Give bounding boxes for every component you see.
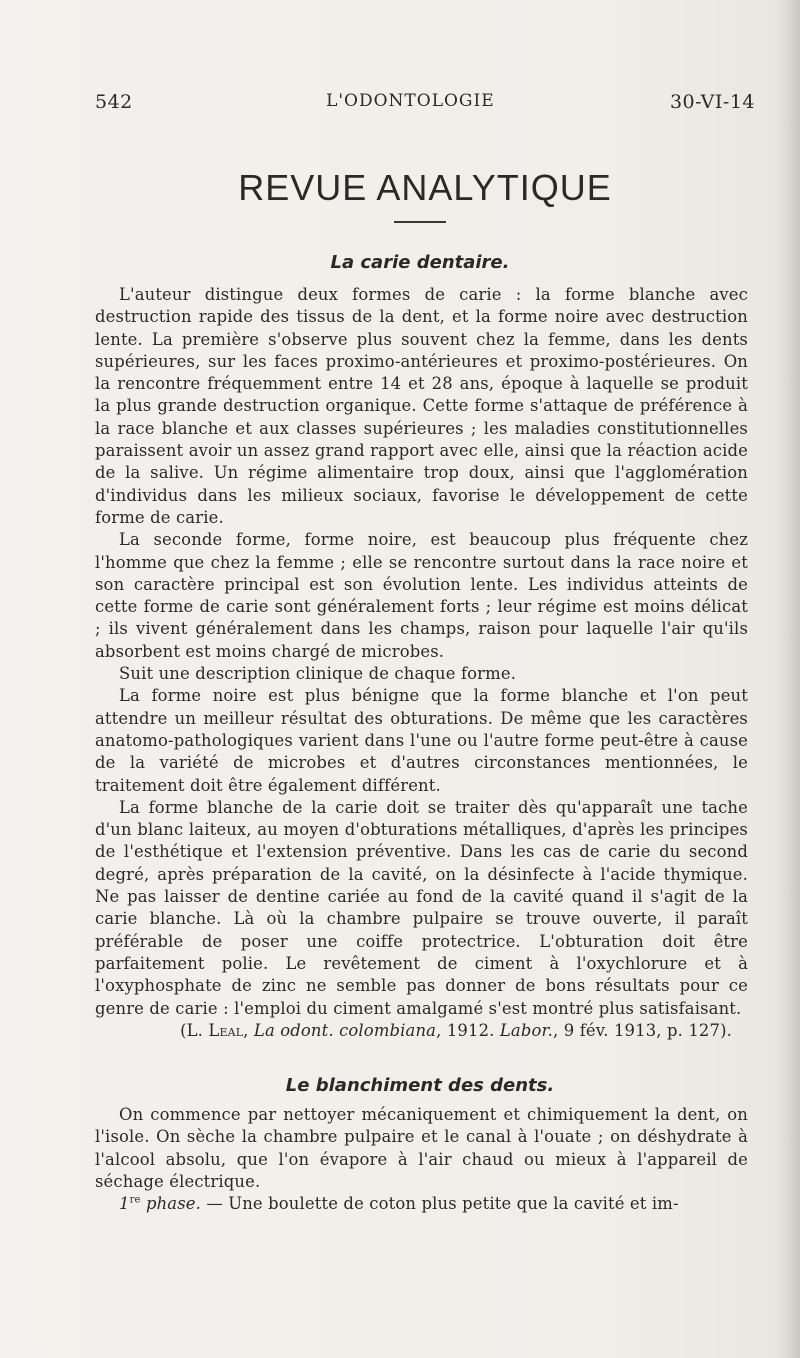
paragraph: L'auteur distingue deux formes de carie : la forme blanche avec destruction rapide des tissus de la dent, et la forme noire avec destruction lente. La première s'observe plus souvent chez la femme, dans les dents supérieures, sur les faces proximo-antérieures et proximo-postérieures. On la rencontre fréquemment entre 14 et 28 ans, époque à laquelle se produit la plus grande destruction organique. Cette forme s'attaque de préférence à la race blanche et aux classes supérieures ; les maladies constitutionnelles paraissent avoir un assez grand rapport avec elle, ainsi que la réaction acide de la salive. Un régime alimentaire trop doux, ainsi que l'agglomération d'individus dans les milieux sociaux, favorise le développement de cette forme de carie.	[95, 285, 748, 527]
journal-title: L'ODONTOLOGIE	[326, 91, 495, 111]
citation-middle: , 1912.	[436, 1020, 500, 1040]
paragraph: La forme blanche de la carie doit se traiter dès qu'apparaît une tache d'un blanc laiteux, au moyen d'obturations métalliques, d'après les principes de l'esthétique et l'extension préventive. Dans les cas de carie du second degré, après préparation de la cavité, on la désinfecte à l'acide thymique. Ne pas laisser de dentine cariée au fond de la cavité quand il s'agit de la carie blanche. Là où la chambre pulpaire se trouve ouverte, il paraît préférable de poser une coiffe protectrice. L'obturation doit être parfaitement polie. Le revêtement de ciment à l'oxychlorure et à l'oxyphosphate de zinc ne semble pas donner de bons résultats pour ce genre de carie : l'emploi du ciment amalgamé s'est montré plus satisfaisant.	[95, 797, 748, 1018]
paragraph: On commence par nettoyer mécaniquement et chimiquement la dent, on l'isole. On sèche la chambre pulpaire et le canal à l'ouate ; on déshydrate à l'alcool absolu, que l'on évapore à l'air chaud ou mieux à l'appareil de séchage électrique.	[95, 1105, 748, 1191]
bibliographic-citation	[95, 1020, 748, 1042]
paragraph: La forme noire est plus bénigne que la forme blanche et l'on peut attendre un meilleur résultat des obturations. De même que les caractères anatomo-pathologiques varient dans l'une ou l'autre forme peut-être à cause de la variété de microbes et d'autres circonstances mentionnées, le traitement doit être également différent.	[95, 686, 748, 795]
section-title: REVUE ANALYTIQUE	[238, 167, 612, 208]
article-body-carie	[95, 284, 748, 1042]
running-header	[95, 91, 755, 121]
issue-date: 30-VI-14	[669, 91, 755, 113]
article-heading-blanchiment: Le blanchiment des dents.	[285, 1075, 555, 1096]
phase-ordinal-suffix: re	[129, 1194, 141, 1206]
article-heading-carie: La carie dentaire.	[330, 252, 510, 273]
citation-end: , 9 fév. 1913, p. 127).	[553, 1020, 732, 1040]
page-number: 542	[95, 91, 133, 113]
citation-journal-source: La odont. colombiana	[253, 1020, 437, 1040]
citation-author: Leal	[208, 1020, 244, 1040]
phase-number: 1	[119, 1194, 130, 1214]
phase-label: phase.	[140, 1194, 201, 1214]
citation-separator: ,	[243, 1020, 254, 1040]
phase-text: — Une boulette de coton plus petite que la cavité et im-	[201, 1194, 679, 1214]
paragraph: Suit une description clinique de chaque forme.	[119, 664, 517, 684]
citation-journal-secondary: Labor.	[499, 1020, 554, 1040]
phase-paragraph	[95, 1193, 748, 1215]
article-body-blanchiment	[95, 1104, 748, 1215]
page-edge-shadow	[776, 0, 800, 1358]
title-divider	[394, 221, 446, 223]
paragraph: La seconde forme, forme noire, est beaucoup plus fréquente chez l'homme que chez la femme ; elle se rencontre surtout dans la race noire et son caractère principal est son évolution lente. Les individus atteints de cette forme de carie sont généralement forts ; leur régime est moins délicat ; ils vivent généralement dans les champs, raison pour laquelle l'air qu'ils absorbent est moins chargé de microbes.	[95, 530, 748, 661]
citation-open: (L.	[180, 1020, 209, 1040]
